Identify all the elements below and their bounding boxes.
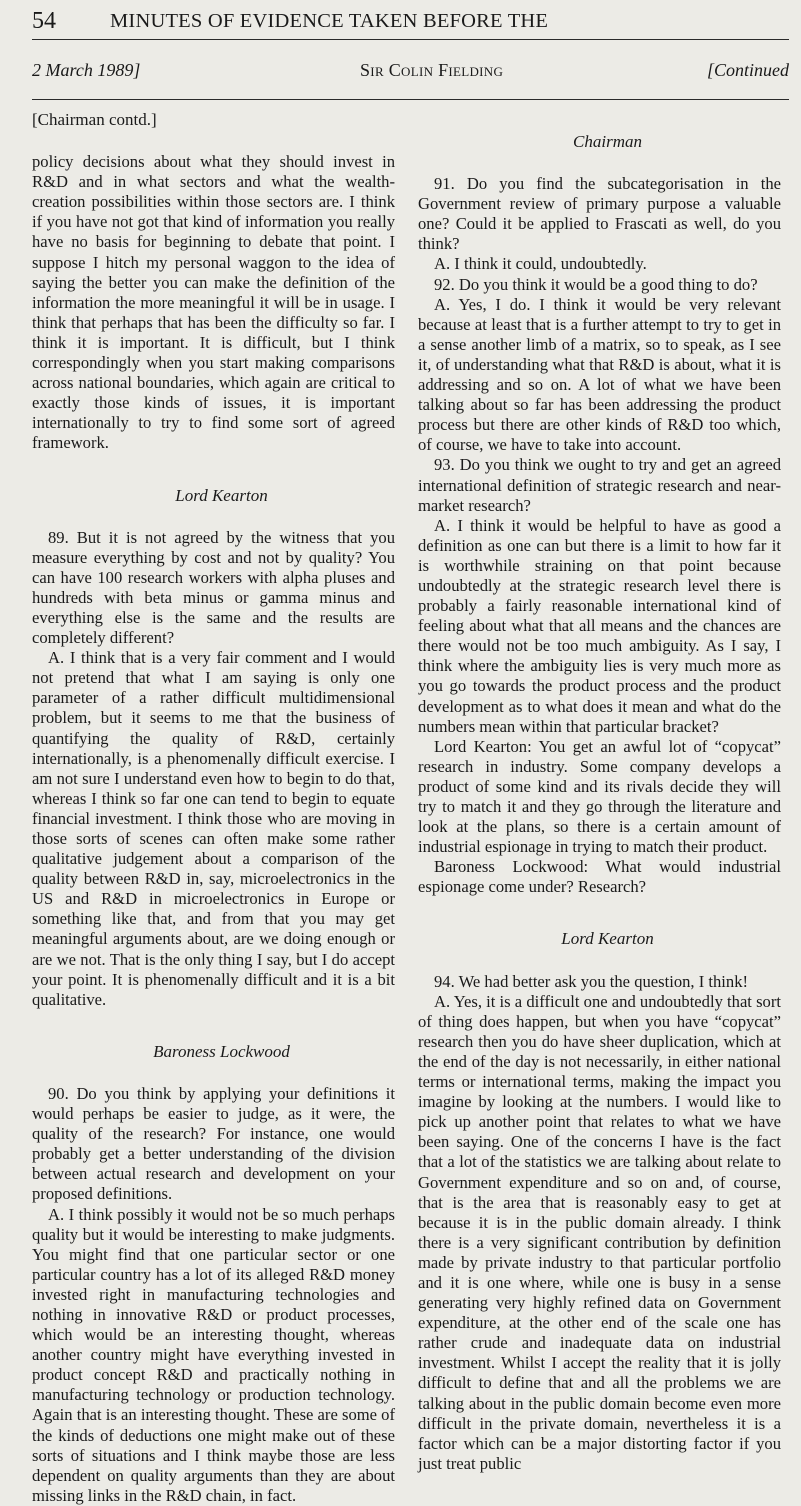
header-rule-bottom	[32, 99, 789, 100]
answer-91: A. I think it could, undoubtedly.	[434, 254, 647, 274]
answer-93: A. I think it would be helpful to have as good a definition as one can but there is a limit to how far it is worthwhile straining on that point because undoubtedly at the strategic research level there is probably a fairly reasonable international kind of feeling about what that all means and the chances are there would not be too much ambiguity. As I say, I think where the ambiguity lies is very much more as you go towards the product process and the product development as to what does it mean and what do the numbers mean within that particular bracket?	[418, 515, 781, 736]
running-title: MINUTES OF EVIDENCE TAKEN BEFORE THE	[110, 10, 549, 32]
header-rule-top	[32, 39, 789, 40]
running-head	[32, 8, 789, 42]
continued-label: [Continued	[706, 60, 789, 80]
chairman-contd-label: [Chairman contd.]	[32, 110, 157, 129]
witness-name: Sir Colin Fielding	[360, 60, 504, 80]
lockwood-remark: Baroness Lockwood: What would industrial espionage come under? Research?	[418, 857, 781, 897]
right-column	[418, 110, 781, 1474]
speaker-heading-kearton-2: Lord Kearton	[561, 929, 654, 949]
speaker-heading-lockwood: Baroness Lockwood	[153, 1041, 290, 1061]
question-90: 90. Do you think by applying your definitions it would perhaps be easier to judge, as it were, the quality of the research? For instance, one would probably get a better understanding of the division between actual research and development on your proposed definitions.	[32, 1083, 395, 1204]
answer-90: A. I think possibly it would not be so much perhaps quality but it would be interesting to make judgments. You might find that one particular sector or one particular country has a lot of its alleged R&D money invested right in manufacturing technologies and nothing in innovative R&D or product processes, which would be an interesting thought, whereas another country might have everything invested in product concept R&D and practically nothing in manufacturing technology or production technology. Again that is an interesting thought. These are some of the kinds of deductions one might make out of these sorts of situations and I think maybe those are less dependent on quality arguments than they are about missing links in the R&D chain, in fact.	[32, 1204, 395, 1505]
sub-header	[32, 60, 789, 86]
question-89: 89. But it is not agreed by the witness that you measure everything by cost and not by quality? You can have 100 research workers with alpha pluses and hundreds with beta minus or gamma minus and everything else is the same and the results are completely different?	[32, 527, 395, 648]
question-93: 93. Do you think we ought to try and get an agreed international definition of strategic research and near-market research?	[418, 455, 781, 515]
speaker-heading-chairman: Chairman	[573, 132, 642, 151]
paragraph-opening: policy decisions about what they should invest in R&D and in what sectors and what the wealth-creation possibilities within those sectors are. I think if you have not got that kind of information you really have no basis for beginning to debate that point. I suppose I hitch my personal waggon to the idea of saying the better you can make the definition of the information the more meaningful it will be in usage. I think that perhaps that has been the difficulty so far. I think it is important. It is difficult, but I think correspondingly when you start making comparisons across national boundaries, which again are critical to exactly those kinds of issues, it is important internationally to try to find some sort of agreed framework.	[32, 152, 395, 453]
left-column	[32, 110, 395, 1506]
kearton-remark: Lord Kearton: You get an awful lot of “copycat” research in industry. Some company develops a product of some kind and its rivals decide they will try to match it and they go through the literature and look at the plans, so there is a certain amount of industrial espionage in trying to match their product.	[418, 736, 781, 857]
page-number: 54	[32, 8, 56, 34]
speaker-heading-kearton: Lord Kearton	[175, 485, 268, 505]
answer-94: A. Yes, it is a difficult one and undoubtedly that sort of thing does happen, but when you have “copycat” research then you do have sheer duplication, which at the end of the day is not necessarily, in either national terms or international terms, making the impact you imagine by looking at the numbers. I would like to pick up another point that relates to what we have been saying. One of the concerns I have is the fact that a lot of the statistics we are talking about relate to Government expenditure and so on and, of course, that is the area that is reasonably easy to get at because it is in the public domain already. I think there is a very significant contribution by definition made by private industry to that particular portfolio and it is one where, while one is busy in a sense generating very highly refined data on Government expenditure, at the other end of the scale one has rather crude and inadequate data on industrial investment. Whilst I accept the reality that it is jolly difficult to define that and all the problems we are talking about in the public domain become even more difficult in the private domain, nevertheless it is a factor which can be a major distorting factor if you just treat public	[418, 991, 781, 1473]
answer-89: A. I think that is a very fair comment and I would not pretend that what I am saying is only one parameter of a rather difficult multidimensional problem, but it seems to me that the business of quantifying the quality of R&D, certainly internationally, is a phenomenally difficult exercise. I am not sure I understand even how to begin to do that, whereas I think so far one can tend to begin to equate financial investment. I think those who are moving in those sorts of scenes can often make some rather qualitative judgement about a comparison of the quality between R&D in, say, microelectronics in the US and R&D in microelectronics in Europe or something like that, and from that you may get meaningful arguments about, are we doing enough or are we not. That is the only thing I say, but I do accept your point. It is phenomenally difficult and it is a bit qualitative.	[32, 648, 395, 1009]
answer-92: A. Yes, I do. I think it would be very relevant because at least that is a further attempt to try to get in a sense another limb of a matrix, so to speak, as I see it, of understanding what that R&D is about, what it is addressing and so on. A lot of what we have been talking about so far has been addressing the product process but there are other kinds of R&D too which, of course, we have to take into account.	[418, 294, 781, 455]
session-date: 2 March 1989]	[32, 60, 141, 80]
question-94: 94. We had better ask you the question, I think!	[434, 971, 749, 991]
question-92: 92. Do you think it would be a good thing to do?	[434, 274, 758, 294]
question-91: 91. Do you find the subcategorisation in the Government review of primary purpose a valuable one? Could it be applied to Frascati as well, do you think?	[418, 174, 781, 254]
